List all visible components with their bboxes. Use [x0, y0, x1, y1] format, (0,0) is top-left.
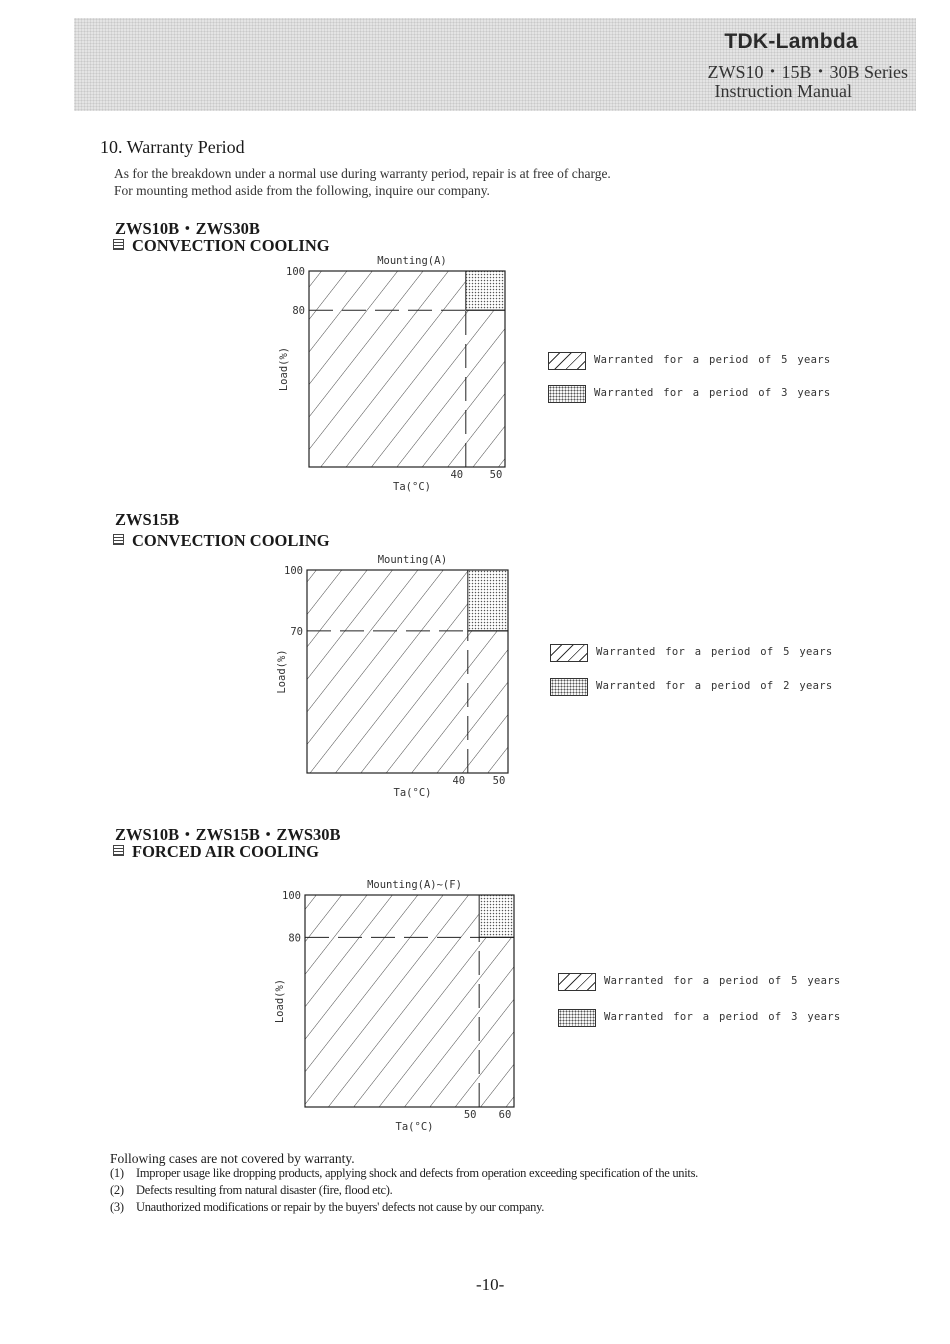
exclusion-item: [110, 1183, 392, 1198]
chart-title: Mounting(A): [377, 554, 448, 566]
y-tick-label: 100: [282, 890, 301, 902]
chart-title: Mounting(A): [377, 255, 447, 267]
cooling-label: CONVECTION COOLING: [132, 531, 330, 550]
exclusion-number: (1): [110, 1166, 124, 1180]
y-tick-label: 70: [290, 625, 303, 638]
legend-label: Warranted for a period of 5 years: [594, 354, 831, 366]
brand-logo: TDK-Lambda: [724, 30, 858, 53]
y-axis-label: Load(%): [274, 978, 286, 1024]
intro-line: As for the breakdown under a normal use during warranty period, repair is at free of charge.: [114, 166, 611, 181]
y-tick-label: 80: [292, 305, 305, 318]
model-title: ZWS10B・ZWS15B・ZWS30B: [115, 825, 341, 844]
y-tick-label: 80: [288, 932, 301, 945]
legend-label: Warranted for a period of 2 years: [596, 680, 833, 692]
exclusion-item: [110, 1200, 544, 1215]
y-axis-label: Load(%): [278, 346, 290, 392]
exclusions-intro: Following cases are not covered by warranty.: [110, 1151, 355, 1166]
legend-label: Warranted for a period of 5 years: [596, 646, 833, 658]
intro-line: For mounting method aside from the following, inquire our company.: [114, 183, 490, 198]
x-axis-label: Ta(°C): [395, 1121, 434, 1133]
exclusion-text: Improper usage like dropping products, applying shock and defects from operation exceeding specification of the units.: [136, 1166, 698, 1180]
y-axis-label: Load(%): [276, 649, 288, 694]
legend-label: Warranted for a period of 5 years: [604, 975, 841, 987]
hatch-swatch-icon: [558, 973, 596, 991]
exclusion-number: (2): [110, 1183, 124, 1197]
exclusion-number: (3): [110, 1200, 124, 1214]
x-axis-label: Ta(°C): [393, 481, 431, 493]
x-tick-label: 50: [492, 775, 506, 787]
cooling-label: FORCED AIR COOLING: [132, 842, 320, 861]
chart-title: Mounting(A)~(F): [367, 879, 462, 891]
x-tick-label: 60: [498, 1109, 512, 1121]
y-tick-label: 100: [286, 266, 305, 278]
x-tick-label: 40: [452, 775, 466, 787]
cooling-label: CONVECTION COOLING: [132, 236, 330, 255]
page-number: -10-: [476, 1275, 505, 1294]
series-name: ZWS10・15B・30B Series: [707, 62, 908, 82]
exclusion-text: Defects resulting from natural disaster (fire, flood etc).: [136, 1183, 393, 1197]
document-type: Instruction Manual: [714, 81, 852, 101]
x-tick-label: 50: [463, 1109, 477, 1121]
model-title: ZWS10B・ZWS30B: [115, 219, 260, 238]
legend-label: Warranted for a period of 3 years: [604, 1011, 841, 1023]
x-tick-label: 50: [489, 469, 503, 481]
legend-label: Warranted for a period of 3 years: [594, 387, 831, 399]
x-axis-label: Ta(°C): [393, 787, 432, 799]
section-title: 10. Warranty Period: [100, 137, 245, 157]
dotted-region: [479, 895, 514, 937]
x-tick-label: 40: [450, 469, 464, 481]
exclusion-text: Unauthorized modifications or repair by the buyers' defects not cause by our company.: [136, 1200, 545, 1214]
model-title: ZWS15B: [115, 510, 180, 529]
dotted-swatch-icon: [558, 1009, 596, 1027]
y-tick-label: 100: [284, 565, 303, 577]
exclusion-item: [110, 1166, 698, 1181]
